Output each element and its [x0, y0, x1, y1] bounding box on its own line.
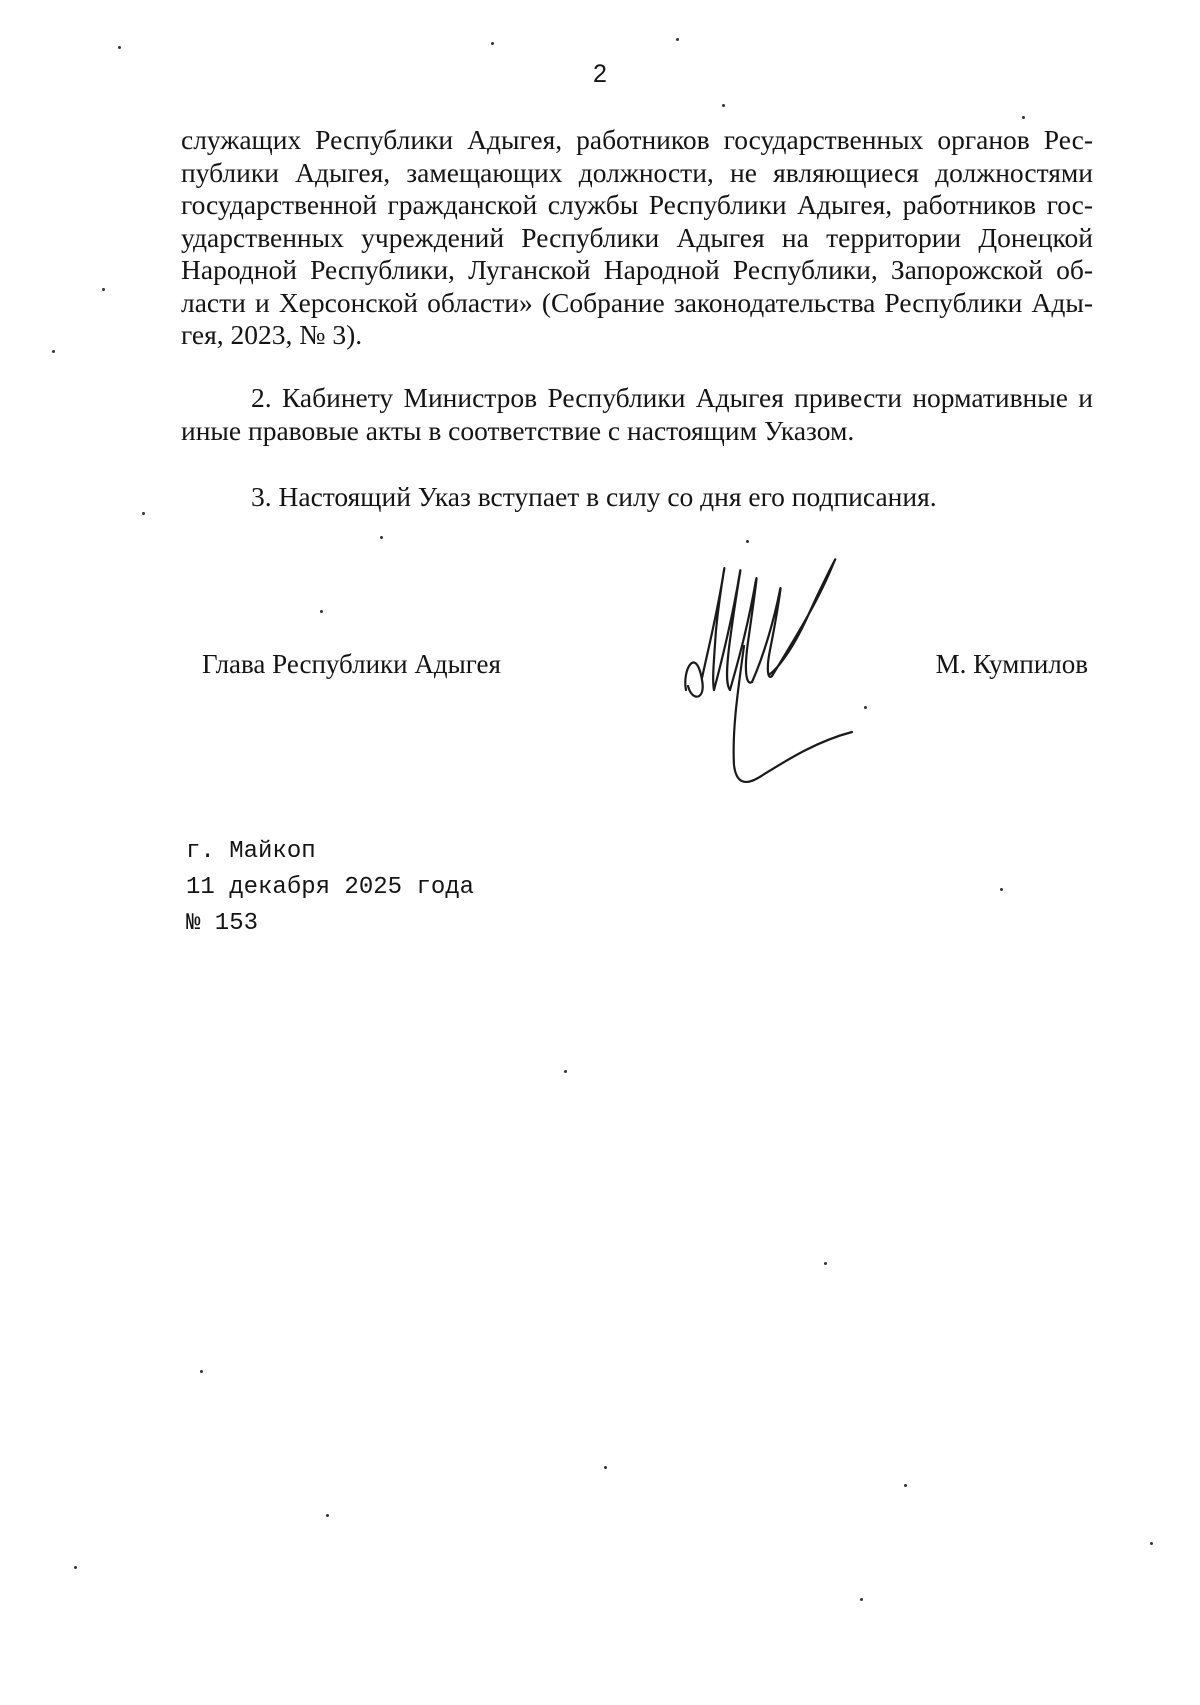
scan-speck — [52, 350, 55, 353]
signatory-name: М. Кумпилов — [935, 649, 1088, 679]
scan-speck — [676, 38, 679, 41]
paragraph-line: публики Адыгея, замещающих должности, не являющиеся должностями — [181, 156, 1093, 188]
scan-speck — [200, 1370, 203, 1373]
handwritten-signature — [674, 550, 894, 810]
document-footer — [186, 834, 474, 942]
signatory-title: Глава Республики Адыгея — [202, 649, 501, 679]
paragraph-line: 2. Кабинету Министров Республики Адыгея привести нормативные и — [251, 382, 1093, 413]
footer-number: № 153 — [186, 910, 259, 937]
paragraph-line: служащих Республики Адыгея, работников государственных органов Рес- — [181, 124, 1093, 155]
scan-speck — [74, 1566, 77, 1569]
scan-speck — [380, 536, 383, 539]
paragraph-line: Народной Республики, Луганской Народной Республики, Запорожской об- — [181, 254, 1093, 285]
footer-date: 11 декабря 2025 года — [186, 874, 475, 901]
paragraph-line: гея, 2023, № 3). — [181, 319, 363, 350]
scan-speck — [564, 1070, 567, 1073]
paragraph-line: 3. Настоящий Указ вступает в силу со дня его подписания. — [251, 481, 937, 512]
paragraph-line: иные правовые акты в соответствие с настоящим Указом. — [181, 414, 855, 446]
page-number: 2 — [593, 60, 607, 88]
scan-speck — [864, 706, 867, 709]
scan-speck — [1150, 1542, 1153, 1545]
paragraph-1 — [181, 124, 1093, 352]
scan-speck — [118, 46, 121, 49]
scan-speck — [491, 42, 494, 45]
scan-speck — [746, 540, 749, 543]
scan-speck — [824, 1262, 827, 1265]
paragraph-line: ласти и Херсонской области» (Собрание законодательства Республики Ады- — [181, 286, 1093, 318]
scan-speck — [102, 288, 105, 291]
scan-speck — [1000, 888, 1003, 891]
scan-speck — [142, 512, 145, 515]
scan-speck — [326, 1514, 329, 1517]
scan-speck — [904, 1484, 907, 1487]
scan-speck — [320, 610, 323, 613]
scan-speck — [722, 104, 725, 107]
paragraph-line: ударственных учреждений Республики Адыгея на территории Донецкой — [181, 221, 1093, 253]
footer-city: г. Майкоп — [186, 838, 316, 865]
paragraph-3 — [181, 481, 1093, 514]
scan-speck — [860, 1598, 863, 1601]
scan-speck — [1022, 116, 1025, 119]
scan-speck — [604, 1466, 607, 1469]
paragraph-line: государственной гражданской службы Республики Адыгея, работников гос- — [181, 189, 1093, 220]
paragraph-2 — [181, 382, 1093, 447]
